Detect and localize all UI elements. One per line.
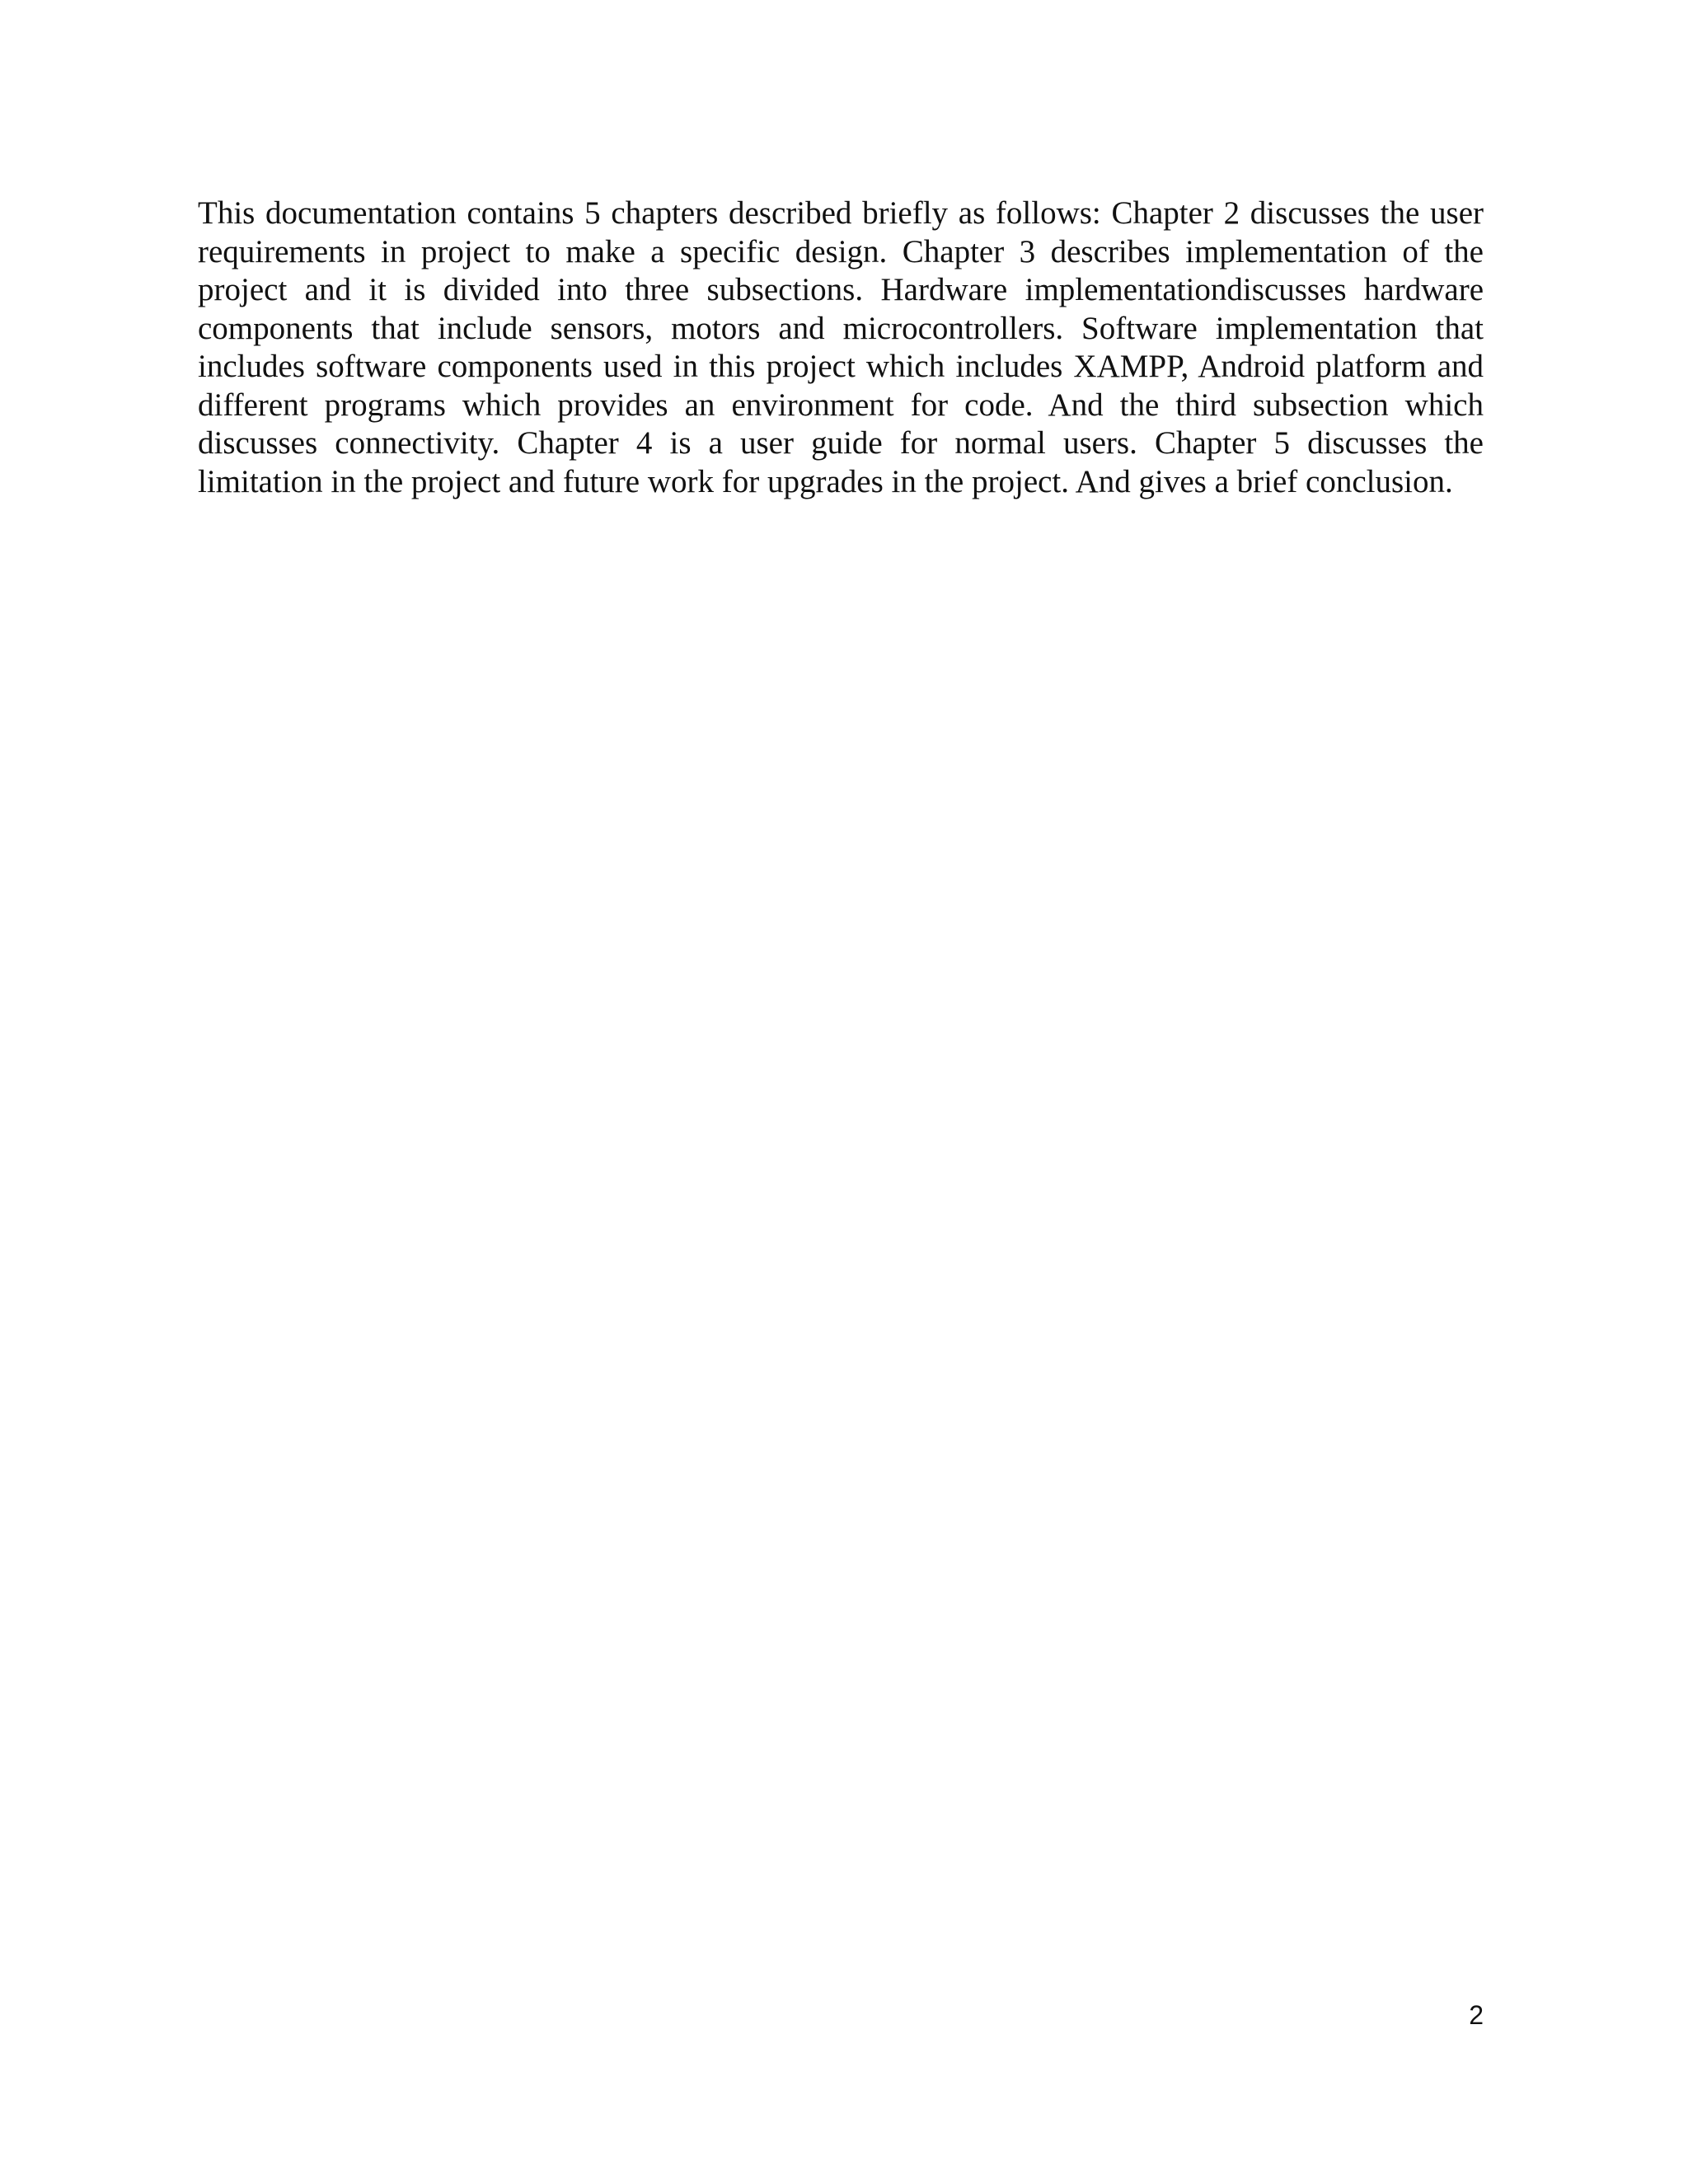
body-paragraph: This documentation contains 5 chapters described briefly as follows: Chapter 2 discusses the user requirements in project to make a specific design. Chapter 3 describes implementation of the project and it is divided into three subsections. Hardware implementationdiscusses hardware components that include sensors, motors and microcontrollers. Software implementation that includes software components used in this project which includes XAMPP, Android platform and different programs which provides an environment for code. And the third subsection which discusses connectivity. Chapter 4 is a user guide for normal users. Chapter 5 discusses the limitation in the project and future work for upgrades in the project. And gives a brief conclusion. xyxy=(198,195,1484,499)
page-number: 2 xyxy=(1469,2000,1484,2030)
